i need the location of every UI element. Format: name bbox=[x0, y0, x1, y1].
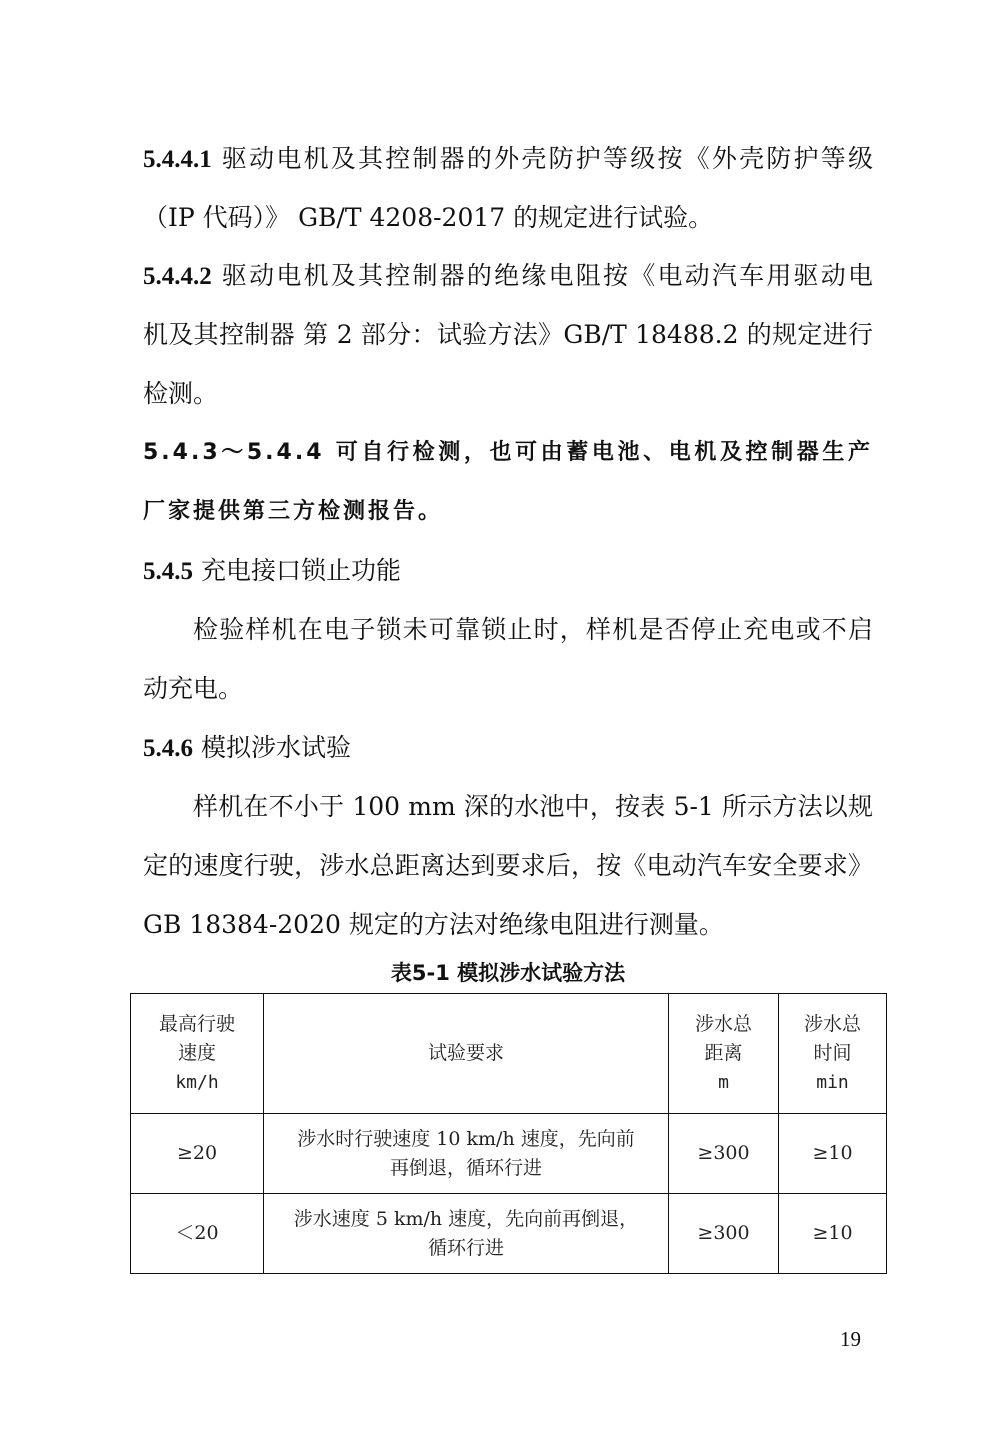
section-545-heading bbox=[143, 553, 873, 590]
section-number: 5.4.4.1 bbox=[143, 146, 212, 173]
header-distance-line2: 距离 bbox=[704, 1042, 743, 1064]
header-time bbox=[779, 994, 887, 1114]
table-row bbox=[131, 1114, 887, 1194]
page-number: 19 bbox=[840, 1327, 861, 1351]
section-5441-line1 bbox=[143, 141, 873, 178]
table-header-row bbox=[131, 994, 887, 1114]
header-distance-unit: m bbox=[718, 1072, 729, 1093]
header-time-line1: 涉水总 bbox=[803, 1013, 861, 1035]
section-5442-line2: 机及其控制器 第 2 部分：试验方法》GB/T 18488.2 的规定进行 bbox=[143, 320, 873, 349]
section-546-para-line2: 定的速度行驶，涉水总距离达到要求后，按《电动汽车安全要求》 bbox=[143, 851, 873, 880]
cell-requirement bbox=[264, 1194, 669, 1274]
water-test-table bbox=[130, 993, 887, 1274]
header-speed-line1: 最高行驶 bbox=[158, 1013, 235, 1035]
cell-requirement-line2: 再倒退，循环行进 bbox=[389, 1156, 542, 1179]
header-distance-line1: 涉水总 bbox=[694, 1013, 752, 1035]
header-speed-unit: km/h bbox=[175, 1072, 219, 1093]
section-5442-line3: 检测。 bbox=[143, 379, 219, 408]
section-title: 模拟涉水试验 bbox=[200, 733, 351, 762]
section-number: 5.4.6 bbox=[143, 735, 193, 762]
header-speed bbox=[131, 994, 264, 1114]
section-title: 充电接口锁止功能 bbox=[200, 556, 401, 585]
section-546-heading bbox=[143, 730, 873, 767]
header-requirement: 试验要求 bbox=[264, 994, 669, 1114]
table-caption: 表5-1 模拟涉水试验方法 bbox=[390, 961, 626, 985]
cell-time: ≥10 bbox=[779, 1114, 887, 1194]
cell-requirement-line1: 涉水速度 5 km/h 速度，先向前再倒退， bbox=[293, 1207, 639, 1230]
cell-speed: ≥20 bbox=[131, 1114, 264, 1194]
header-speed-line2: 速度 bbox=[177, 1042, 216, 1064]
section-545-para-line2: 动充电。 bbox=[143, 674, 244, 703]
cell-distance: ≥300 bbox=[669, 1114, 779, 1194]
cell-speed: ＜20 bbox=[131, 1194, 264, 1274]
note-line1: 5.4.3～5.4.4 可自行检测，也可由蓄电池、电机及控制器生产 bbox=[143, 440, 873, 465]
section-5441-line2: （IP 代码）》 GB/T 4208-2017 的规定进行试验。 bbox=[143, 203, 714, 232]
header-time-line2: 时间 bbox=[813, 1042, 852, 1064]
header-time-unit: min bbox=[816, 1072, 849, 1093]
cell-distance: ≥300 bbox=[669, 1194, 779, 1274]
section-text: 驱动电机及其控制器的外壳防护等级按《外壳防护等级 bbox=[221, 144, 873, 173]
note-line2: 厂家提供第三方检测报告。 bbox=[143, 499, 444, 524]
cell-requirement bbox=[264, 1114, 669, 1194]
section-5442-line1 bbox=[143, 258, 873, 295]
section-number: 5.4.5 bbox=[143, 558, 193, 585]
cell-requirement-line2: 循环行进 bbox=[427, 1236, 504, 1259]
section-text: 驱动电机及其控制器的绝缘电阻按《电动汽车用驱动电 bbox=[221, 261, 873, 290]
table-row bbox=[131, 1194, 887, 1274]
cell-time: ≥10 bbox=[779, 1194, 887, 1274]
section-546-para-line1: 样机在不小于 100 mm 深的水池中，按表 5-1 所示方法以规 bbox=[193, 792, 873, 821]
header-distance bbox=[669, 994, 779, 1114]
section-number: 5.4.4.2 bbox=[143, 263, 212, 290]
section-546-para-line3: GB 18384-2020 规定的方法对绝缘电阻进行测量。 bbox=[143, 910, 724, 939]
section-545-para-line1: 检验样机在电子锁未可靠锁止时，样机是否停止充电或不启 bbox=[193, 615, 873, 644]
cell-requirement-line1: 涉水时行驶速度 10 km/h 速度，先向前 bbox=[297, 1127, 635, 1150]
